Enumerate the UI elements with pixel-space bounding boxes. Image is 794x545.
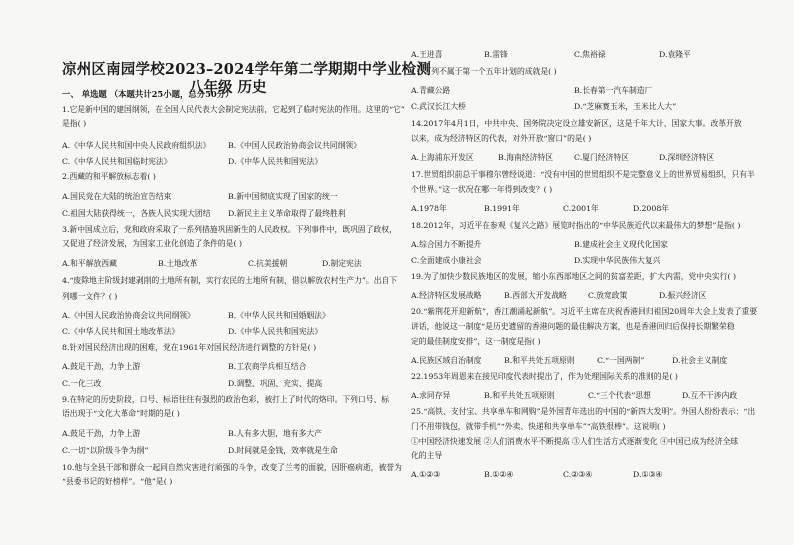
q10-stem-line1: 10.他与全县干部和群众一起同自然灾害进行顽强的斗争，改变了兰考的面貌，因肝癌病逝，被誉为	[62, 463, 402, 472]
q14-option-c: C.厦门经济特区	[574, 153, 629, 162]
q3-option-b: B.土地改革	[158, 259, 198, 268]
q2-option-a: A.国民党在大陆的统治宣告结束	[62, 192, 172, 201]
q22-option-c: C.“三个代表”思想	[588, 391, 651, 400]
q10-option-a: A.王进喜	[411, 50, 443, 59]
q1-stem-line1: 1.它是新中国的建国纲领，在全国人民代表大会制定宪法前，它起到了临时宪法的作用。这里的“它”	[62, 105, 405, 114]
q9-option-c: C.一切“以阶级斗争为纲”	[62, 446, 149, 455]
q19-option-d: D.振兴经济区	[659, 291, 707, 300]
q19-option-b: B.西部大开发战略	[504, 291, 567, 300]
q1-option-a: A.《中华人民共和国中央人民政府组织法》	[62, 141, 211, 150]
q10-option-d: D.袁隆平	[659, 50, 691, 59]
q17-option-a: A.1978年	[411, 204, 447, 213]
q17-option-b: B.1991年	[484, 204, 520, 213]
q25-option-d: D.①③④	[633, 470, 663, 479]
q20-stem-line1: 20.“紫荆花开迎新航”，香江潮涌起新航”。习近平主席在庆祝香港回归祖国20周年大会上发表了重要	[411, 307, 758, 316]
q4-option-b: B.《中华人民共和国婚姻法》	[228, 311, 330, 320]
q18-option-c: C.全面建成小康社会	[411, 256, 482, 265]
q25-option-c: C.②③④	[563, 470, 593, 479]
q14-option-a: A.上海浦东开发区	[411, 153, 474, 162]
q9-option-a: A.鼓足干劲，力争上游	[62, 429, 141, 438]
q19-option-a: A.经济特区发展战略	[411, 291, 482, 300]
q17-option-d: D.2008年	[633, 204, 670, 213]
q9-stem-line1: 9.在特定的历史阶段，口号、标语往往有强烈的政治色彩，被打上了时代的烙印。下列口号、标	[62, 395, 390, 404]
q18-stem: 18.2012年，习近平在参观《复兴之路》展览时指出的“中华民族近代以来最伟大的梦想”是指( )	[411, 221, 741, 230]
q4-stem-line2: 列哪一文件？( )	[62, 292, 118, 301]
q25-stem-line3: ①中国经济快速发展 ②人们消费水平不断提高 ③人们生活方式逐渐变化 ④中国已成为经济全球	[411, 437, 739, 446]
q3-option-d: D.制定宪法	[322, 259, 362, 268]
q17-option-c: C.2001年	[563, 204, 599, 213]
q11-option-c: C.武汉长江大桥	[411, 102, 466, 111]
q1-option-d: D.《中华人民共和国宪法》	[228, 157, 323, 166]
q3-stem-line2: 又促进了经济发展，为国家工业化创造了条件的是( )	[62, 239, 243, 248]
q1-option-b: B.《中国人民政治协商会议共同纲领》	[228, 141, 361, 150]
q14-option-b: B.海南经济特区	[498, 153, 553, 162]
q14-stem-line1: 14.2017年4月1日，中共中央、国务院决定设立雄安新区，这是千年大计、国家大事。改革开放	[411, 119, 742, 128]
q1-option-c: C.《中华人民共和国临时宪法》	[62, 157, 172, 166]
q9-stem-line2: 语出现于“文化大革命”时期的是( )	[62, 409, 180, 418]
section-heading: 一、 单选题 （本题共计25小题，总分50分）	[62, 89, 234, 99]
q3-stem-line1: 3.新中国成立后，党和政府采取了一系列措施巩固新生的人民政权。下列事件中，既巩固了政权，	[62, 225, 397, 234]
q4-option-c: C.《中华人民共和国土地改革法》	[62, 327, 180, 336]
q20-option-d: D.社会主义制度	[672, 356, 728, 365]
q25-stem-line4: 化的主导	[411, 451, 443, 460]
q3-option-a: A.和平解放西藏	[62, 259, 117, 268]
q17-stem-line1: 17.世贸组织前总干事穆尔曾经说道：“没有中国的世贸组织不是完整意义上的世界贸易组织，只有半	[411, 170, 755, 179]
q4-option-a: A.《中国人民政治协商会议共同纲领》	[62, 311, 195, 320]
q20-stem-line2: 讲话，他说这一制度“是历史遗留的香港问题的最佳解决方案，也是香港回归后保持长期繁荣稳	[411, 322, 735, 331]
q20-option-c: C.“一国两制”	[597, 356, 645, 365]
q8-stem: 8.针对国民经济出现的困难，党在1961年对国民经济进行调整的方针是( )	[62, 343, 317, 352]
q22-option-b: B.和平共处五项原则	[484, 391, 555, 400]
q19-option-c: C.放宽政策	[588, 291, 628, 300]
q4-stem-line1: 4.“废除地主阶级封建剥削的土地所有制，实行农民的土地所有制，借以解放农村生产力”。出自下	[62, 276, 398, 285]
q17-stem-line2: 个世界。”这一状况在哪一年得到改变？( )	[411, 185, 553, 194]
q18-option-a: A.综合国力不断提升	[411, 240, 482, 249]
q4-option-d: D.《中华人民共和国宪法》	[228, 327, 323, 336]
q25-option-a: A.①②③	[411, 470, 441, 479]
q25-option-b: B.①②④	[484, 470, 514, 479]
q25-stem-line1: 25.“高铁、支付宝、共享单车和网购”是外国青年选出的中国的“新四大发明”。外国人纷纷表示：“出	[411, 407, 756, 416]
q25-stem-line2: 门不用带钱包，就带手机”“外卖、快递和共享单车”“高铁很棒”。这说明( )	[411, 422, 666, 431]
q18-option-b: B.建成社会主义现代化国家	[574, 240, 668, 249]
q19-stem: 19.为了加快少数民族地区的发展，缩小东西部地区之间的贫富差距，扩大内需，党中央实行( )	[411, 272, 737, 281]
q9-option-b: B.人有多大胆，地有多大产	[228, 429, 322, 438]
q20-option-a: A.民族区域自治制度	[411, 356, 482, 365]
q2-option-c: C.祖国大陆获得统一，各族人民实现大团结	[62, 209, 211, 218]
q14-stem-line2: 以来，成为经济特区的代表，对外开放“窗口”的是( )	[411, 134, 592, 143]
q11-option-a: A.青藏公路	[411, 86, 451, 95]
q18-option-d: D.实现中华民族伟大复兴	[574, 256, 661, 265]
q22-option-d: D.互不干涉内政	[682, 391, 738, 400]
q8-option-c: C.一化三改	[62, 379, 102, 388]
q2-option-d: D.新民主主义革命取得了最终胜利	[228, 209, 346, 218]
q11-option-b: B.长春第一汽车制造厂	[574, 86, 653, 95]
exam-subtitle: 八年级 历史	[189, 79, 267, 96]
q10-stem-line2: “县委书记的好榜样”。“他”是( )	[62, 477, 173, 486]
q8-option-d: D.调整、巩固、充实、提高	[228, 379, 323, 388]
q9-option-d: D.时间就是金钱，效率就是生命	[228, 446, 338, 455]
q14-option-d: D.深圳经济特区	[659, 153, 715, 162]
q1-stem-line2: 是指( )	[62, 119, 87, 128]
q11-option-d: D.“芝麻赛玉米，玉米比人大”	[574, 102, 677, 111]
q8-option-a: A.鼓足干劲，力争上游	[62, 362, 141, 371]
q2-stem: 2.西藏的和平解放标志着( )	[62, 172, 156, 181]
q10-option-b: B.雷锋	[484, 50, 508, 59]
q8-option-b: B.工农商学兵相互结合	[228, 362, 307, 371]
q22-option-a: A.求同存异	[411, 391, 451, 400]
exam-title: 凉州区南园学校2023–2024学年第二学期期中学业检测	[62, 61, 432, 78]
q20-option-b: B.和平共处五项原则	[504, 356, 575, 365]
q3-option-c: C.抗美援朝	[248, 259, 288, 268]
q22-stem: 22.1953年周恩来在接见印度代表时提出了，作为处理国际关系的准则的是( )	[411, 372, 678, 381]
q2-option-b: B.新中国彻底实现了国家的统一	[228, 192, 338, 201]
q20-stem-line3: 定的最佳制度安排”，这一制度是指( )	[411, 337, 541, 346]
q11-stem: 11.下列不属于第一个五年计划的成就是( )	[411, 67, 557, 76]
q10-option-c: C.焦裕禄	[574, 50, 606, 59]
